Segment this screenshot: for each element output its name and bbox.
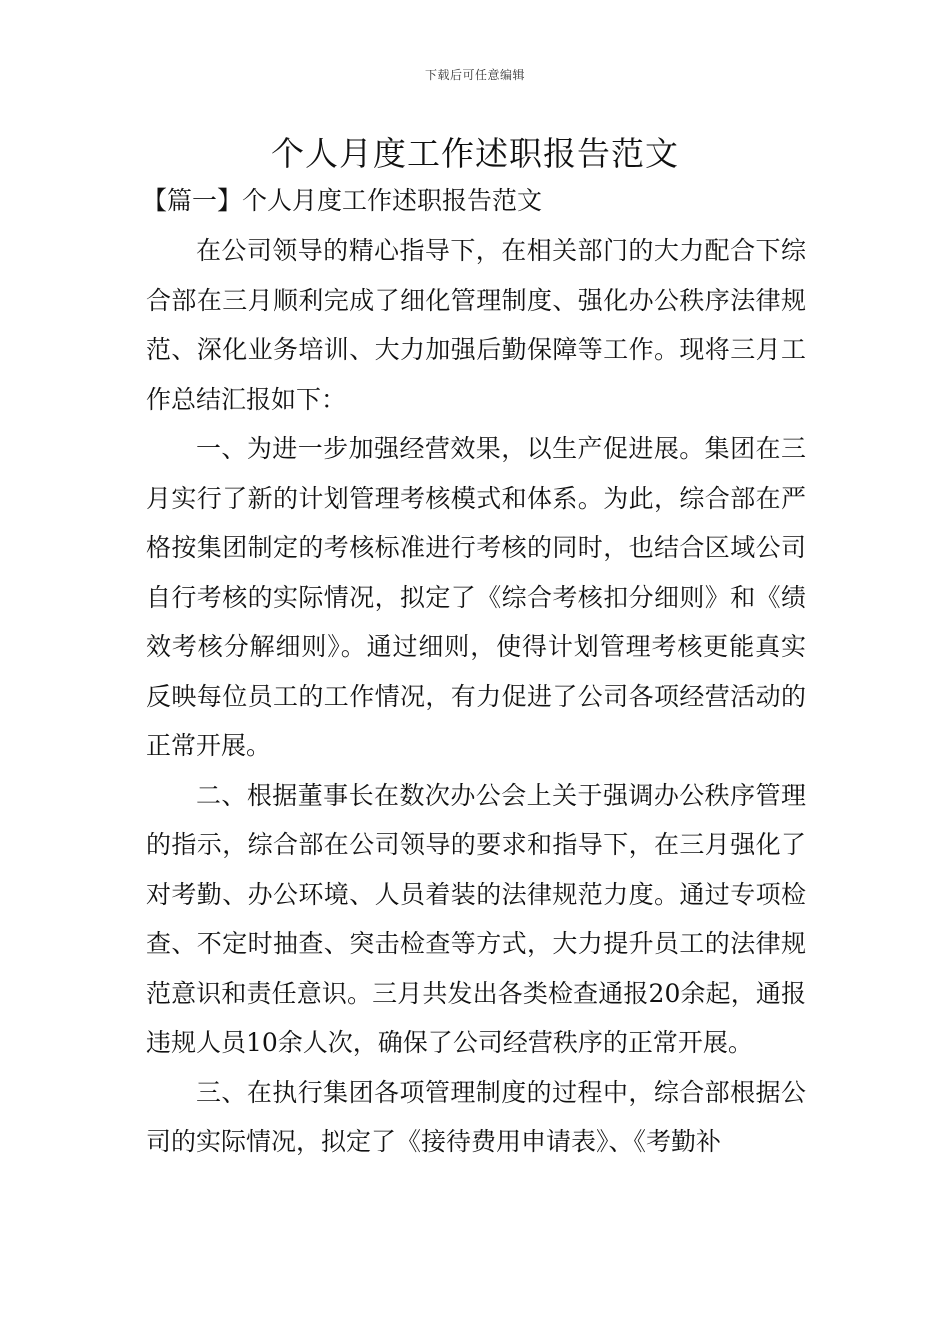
paragraph-item-1: 一、为进一步加强经营效果，以生产促进展。集团在三月实行了新的计划管理考核模式和体系。为此，综合部在严格按集团制定的考核标准进行考核的同时，也结合区域公司自行考核的实际情况，拟定了《综合考核扣分细则》和《绩效考核分解细则》。通过细则，使得计划管理考核更能真实反映每位员工的工作情况，有力促进了公司各项经营活动的正常开展。 — [146, 434, 806, 760]
paragraph-intro: 在公司领导的精心指导下，在相关部门的大力配合下综合部在三月顺利完成了细化管理制度、强化办公秩序法律规范、深化业务培训、大力加强后勤保障等工作。现将三月工作总结汇报如下： — [146, 236, 806, 414]
paragraph-item-2: 二、根据董事长在数次办公会上关于强调办公秩序管理的指示，综合部在公司领导的要求和指导下，在三月强化了对考勤、办公环境、人员着装的法律规范力度。通过专项检查、不定时抽查、突击检查等方式，大力提升员工的法律规范意识和责任意识。三月共发出各类检查通报20余起，通报违规人员10余人次，确保了公司经营秩序的正常开展。 — [146, 780, 806, 1057]
section-heading: 【篇一】个人月度工作述职报告范文 — [142, 186, 543, 215]
document-title: 个人月度工作述职报告范文 — [271, 134, 679, 173]
paragraph-item-3: 三、在执行集团各项管理制度的过程中，综合部根据公司的实际情况，拟定了《接待费用申请表》、《考勤补 — [146, 1077, 806, 1156]
document-body — [146, 226, 806, 1167]
header-note: 下载后可任意编辑 — [424, 68, 525, 82]
